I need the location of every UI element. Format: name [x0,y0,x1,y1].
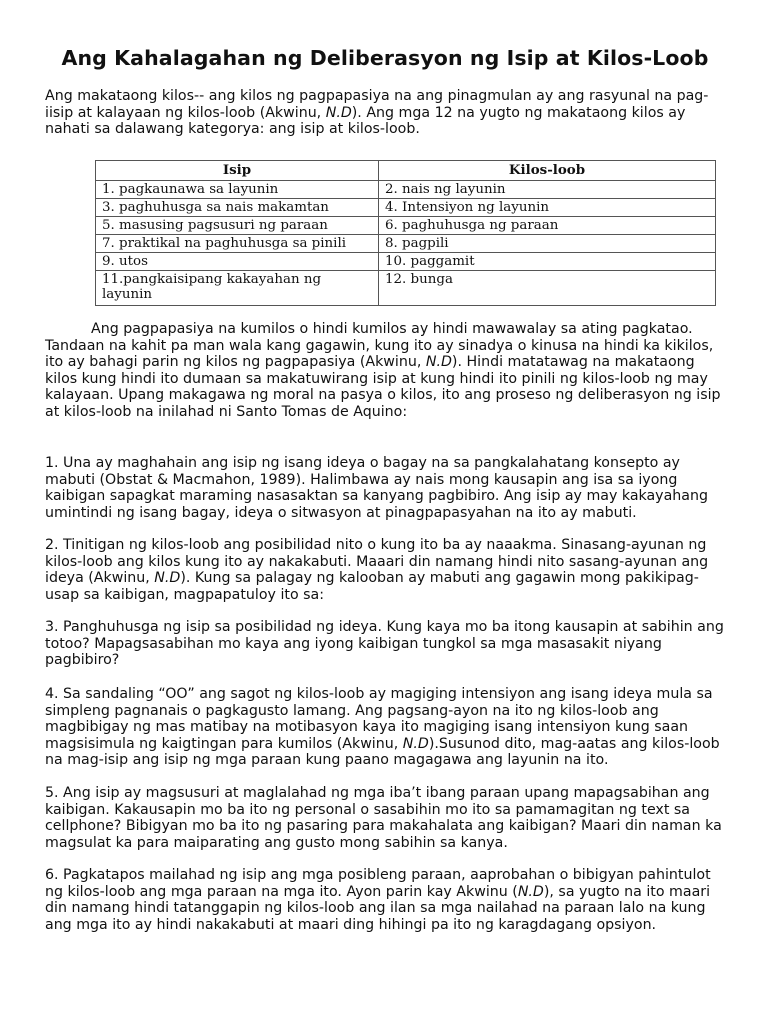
intro-paragraph [45,88,725,138]
table-row [96,181,716,199]
item2-citation: N.D [154,570,181,587]
table-header-kilos-loob: Kilos-loob [379,161,716,181]
body-paragraph-1 [45,321,725,421]
table-cell: 2. nais ng layunin [379,181,716,199]
table-cell: 8. pagpili [379,235,716,253]
item4-text-b: ).Susunod dito, mag-aatas ang kilos-loob na mag-isip ang isip ng mga paraan kung paano magagawa ang layunin na ito. [45,735,720,769]
table-cell: 4. Intensiyon ng layunin [379,199,716,217]
intro-text-a: Ang makataong kilos-- ang kilos ng pagpapasiya na ang pinagmulan ay ang rasyunal na pag-iisip at kalayaan ng kilos-loob (Akwinu, [45,88,709,121]
table-cell: 12. bunga [379,271,716,306]
table-cell: 10. paggamit [379,253,716,271]
table-row [96,271,716,306]
list-item-1: 1. Una ay maghahain ang isip ng isang ideya o bagay na sa pangkalahatang konsepto ay mabuti (Obstat & Macmahon, 1989). Halimbawa ay nais mong kausapin ang isa sa iyong kaibigan sapagkat maraming nasasaktan sa kanyang pagbibiro. Ang isip ay may kakayahang umintindi ng isang bagay, ideya o sitwasyon at pinagpapasyahan na ito ay mabuti. [45,455,708,521]
table-header-isip: Isip [96,161,379,181]
table-row [96,253,716,271]
table-cell: 7. praktikal na paghuhusga sa pinili [96,235,379,253]
item2-text-a: 2. Tinitigan ng kilos-loob ang posibilidad nito o kung ito ba ay naaakma. Sinasang-ayunan ng kilos-loob ang kilos kung ito ay nakakabuti. Maaari din namang hindi nito sasang-ayunan ang ideya (Akwinu, [45,537,709,587]
list-item-3: 3. Panghuhusga ng isip sa posibilidad ng ideya. Kung kaya mo ba itong kausapin at sabihin ang totoo? Mapagsasabihan mo kaya ang iyong kaibigan tungkol sa mga masasakit niyang pagbibiro? [45,619,724,669]
item2-text-b: ). Kung sa palagay ng kalooban ay mabuti ang gagawin mong pakikipag-usap sa kaibigan, magpapatuloy ito sa: [45,570,699,603]
item4-citation: N.D [402,735,429,752]
item6-citation: N.D [517,883,544,900]
table-cell: 9. utos [96,253,379,271]
para1-citation: N.D [425,354,452,371]
item6-text-b: ), sa yugto na ito maari din namang hindi tatanggapin ng kilos-loob ang ilan sa mga nailahad na paraan lalo na kung ang mga ito ay hindi nakakabuti at maari ding hihingi pa ito ng karagdagang opsiyon. [45,883,711,933]
table-row [96,199,716,217]
table-cell: 3. paghuhusga sa nais makamtan [96,199,379,217]
table-cell: 5. masusing pagsusuri ng paraan [96,217,379,235]
list-item-2 [45,537,725,603]
table-header-row [96,161,716,181]
intro-citation: N.D [325,104,352,121]
intro-text-b: ). Ang mga 12 na yugto ng makataong kilos ay nahati sa dalawang kategorya: ang isip at kilos-loob. [45,104,686,138]
list-item-4 [45,686,725,769]
table-cell: 11.pangkaisipang kakayahan ng layunin [96,271,379,306]
item4-text-a: 4. Sa sandaling “OO” ang sagot ng kilos-loob ay magiging intensiyon ang isang ideya mula sa simpleng pagnanais o pagkagusto lamang. Ang pagsang-ayon na ito ng kilos-loob ang magbibigay ng mas matibay na motibasyon kaya ito magiging isang intensiyon kung saan magsisimula ng kaigtingan para kumilos (Akwinu, [45,686,713,752]
table-cell: 6. paghuhusga ng paraan [379,217,716,235]
table-cell: 1. pagkaunawa sa layunin [96,181,379,199]
para1-text-a: Ang pagpapasiya na kumilos o hindi kumilos ay hindi mawawalay sa ating pagkatao. Tandaan na kahit pa man wala kang gagawin, kung ito ay sinadya o kinusa na hindi ka kikilos, ito ay bahagi parin ng kilos ng pagpapasiya (Akwinu, [45,321,714,371]
para1-text-b: ). Hindi matatawag na makataong kilos kung hindi ito dumaan sa makatuwirang isip at kung hindi ito pinili ng kilos-loob ng may kalayaan. Upang makagawa ng moral na pasya o kilos, ito ang proseso ng deliberasyon ng isip at kilos-loob na inilahad ni Santo Tomas de Aquino: [45,354,721,420]
list-item-6 [45,867,725,933]
table-row [96,235,716,253]
item6-text-a: 6. Pagkatapos mailahad ng isip ang mga posibleng paraan, aaprobahan o bibigyan pahintulot ng kilos-loob ang mga paraan na mga ito. Ayon parin kay Akwinu ( [45,867,711,900]
table-row [96,217,716,235]
list-item-5: 5. Ang isip ay magsusuri at maglalahad ng mga iba’t ibang paraan upang mapagsabihan ang kaibigan. Kakausapin mo ba ito ng personal o sasabihin mo ito sa pamamagitan ng text sa cellphone? Bibigyan mo ba ito ng pasaring para makahalata ang kaibigan? Maari din naman ka magsulat ka para maiparating ang gusto mong sabihin sa kanya. [45,785,722,851]
stages-table [95,160,716,306]
document-title: Ang Kahalagahan ng Deliberasyon ng Isip at Kilos-Loob [61,46,709,70]
